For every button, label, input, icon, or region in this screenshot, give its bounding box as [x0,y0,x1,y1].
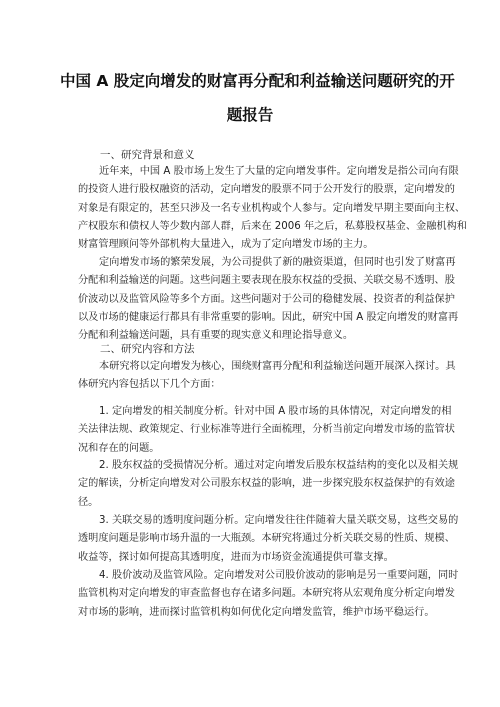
section-heading-background: 一、研究背景和意义 [100,149,195,161]
list-item-4 [78,567,459,622]
text-line: 1. 定向增发的相关制度分析。针对中国 A 股市场的具体情况，对定向增发的相 [99,406,452,417]
text-line: 对市场的影响，进而探讨监管机构如何优化定向增发监管，维护市场平稳运行。 [78,606,435,618]
list-item-2 [78,457,459,512]
paragraph-research-scope [78,358,456,395]
text-line: 以及市场的健康运行都具有非常重要的影响。因此，研究中国 A 股定向增发的财富再 [78,311,459,323]
text-line: 关法律法规、政策规定、行业标准等进行全面梳理，分析当前定向增发市场的监管状 [78,424,455,436]
text-line: 监管机构对定向增发的审查监督也存在诸多问题。本研究将从宏观角度分析定向增发 [78,588,455,600]
paragraph-intro [78,163,467,254]
text-line: 产权股东和债权人等少数内部人群，后来在 2006 年之后，私募股权基金、金融机构和 [78,220,467,232]
text-line: 对象是有限定的，甚至只涉及一名专业机构或个人参与。定向增发早期主要面向主权、 [78,202,466,214]
text-line: 定向增发市场的繁荣发展，为公司提供了新的融资渠道，但同时也引发了财富再 [99,257,456,268]
list-item-1 [78,403,455,458]
text-line: 财富管理顾问等外部机构大量进入，成为了定向增发市场的主力。 [78,239,374,251]
text-line: 的投资人进行股权融资的活动，定向增发的股票不同于公开发行的股票，定向增发的 [78,184,455,196]
text-line: 透明度问题是影响市场升温的一大瓶颈。本研究将通过分析关联交易的性质、规模、 [78,533,455,545]
text-line: 本研究将以定向增发为核心，围绕财富再分配和利益输送问题开展深入探讨。具 [99,361,456,372]
text-line: 径。 [78,496,99,508]
text-line: 定的解读，分析定向增发对公司股东权益的影响，进一步探究股东权益保护的有效途 [78,478,455,490]
paragraph-problems [78,254,459,345]
text-line: 况和存在的问题。 [78,442,160,454]
text-line: 分配和利益输送问题，具有重要的现实意义和理论指导意义。 [78,330,354,342]
title-line-1: 中国 A 股定向增发的财富再分配和利益输送问题研究的开 [60,72,455,90]
text-line: 3. 关联交易的透明度问题分析。定向增发往往伴随着大量关联交易，这些交易的 [99,515,459,526]
section-heading-content-methods: 二、研究内容和方法 [100,343,195,355]
text-line: 分配和利益输送的问题。这些问题主要表现在股东权益的受损、关联交易不透明、股 [78,275,455,287]
text-line: 4. 股价波动及监管风险。定向增发对公司股价波动的影响是另一重要问题，同时 [99,570,459,581]
title-line-2: 题报告 [226,106,274,124]
text-line: 2. 股东权益的受损情况分析。通过对定向增发后股东权益结构的变化以及相关规 [99,460,459,471]
list-item-3 [78,512,459,567]
text-line: 收益等，探讨如何提高其透明度，进而为市场资金流通提供可靠支撑。 [78,551,394,563]
text-line: 近年来，中国 A 股市场上发生了大量的定向增发事件。定向增发是指公司向有限 [99,166,459,177]
text-line: 体研究内容包括以下几个方面： [78,379,221,391]
text-line: 价波动以及监管风险等多个方面。这些问题对于公司的稳健发展、投资者的利益保护 [78,293,455,305]
